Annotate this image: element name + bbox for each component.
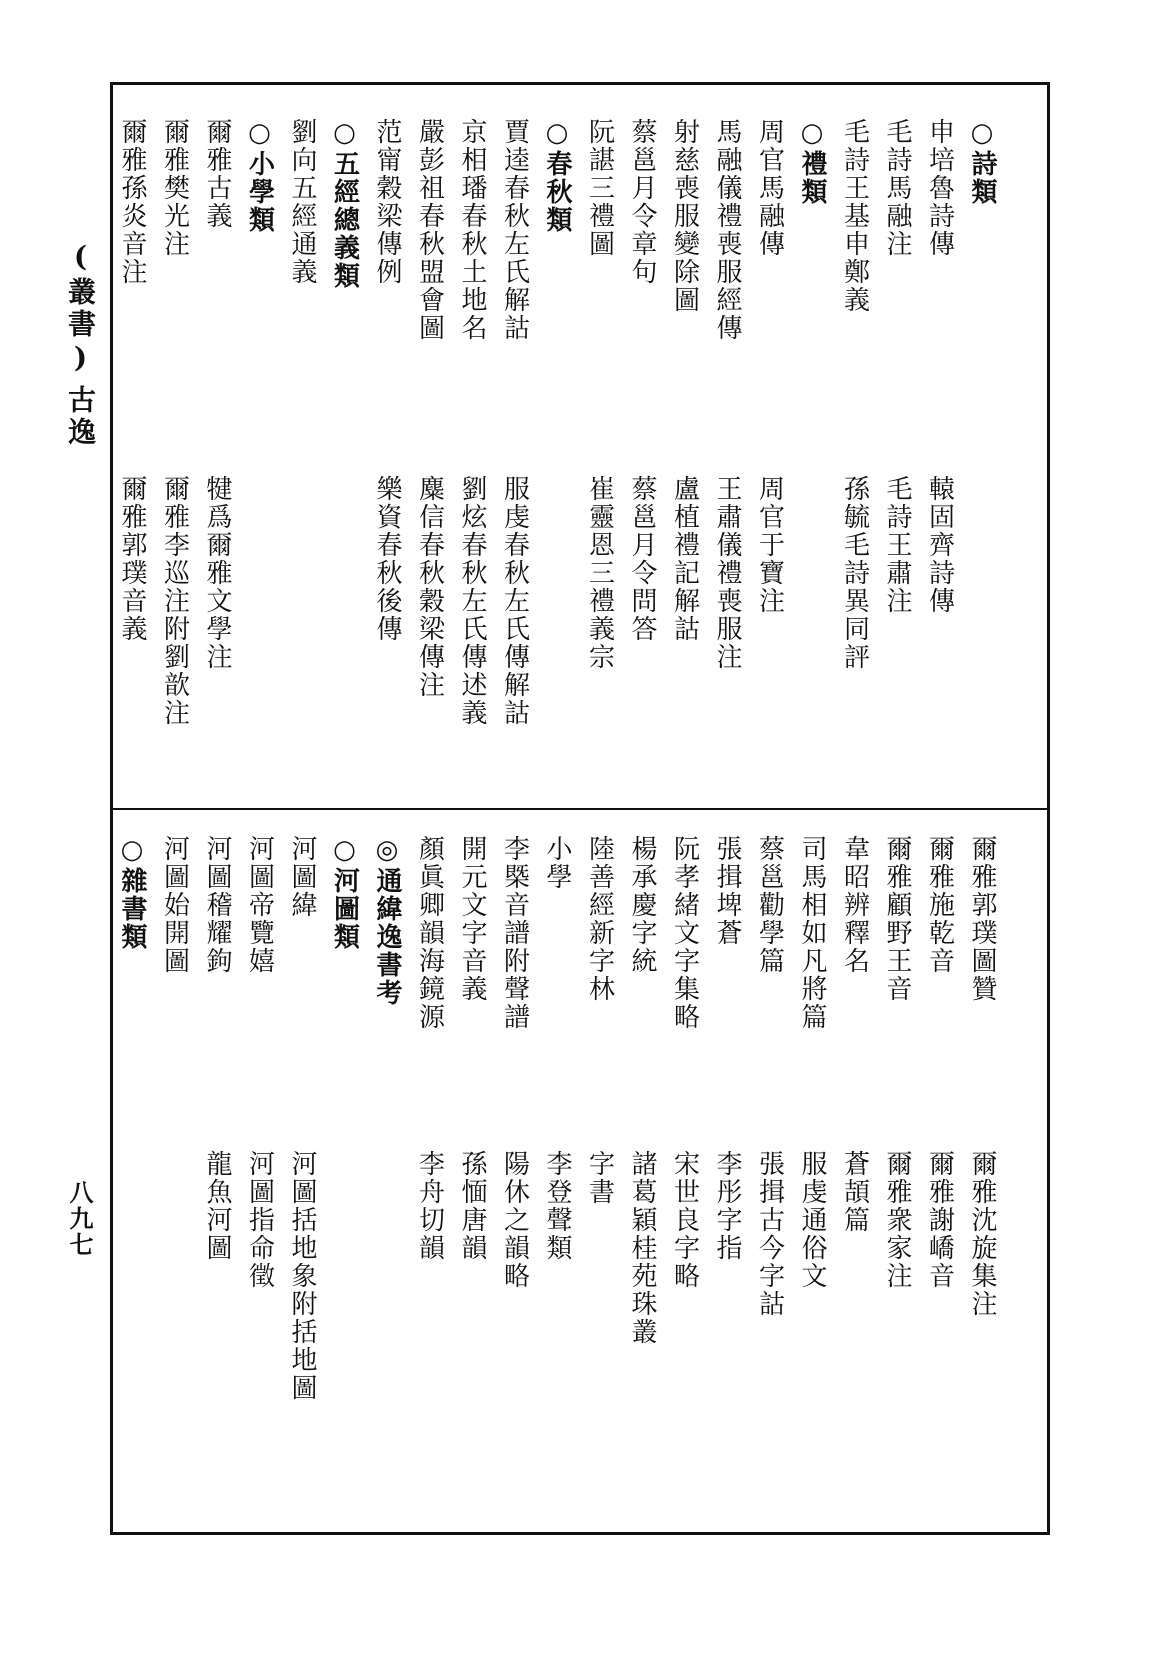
catalog-entry: 爾雅沈旋集注 bbox=[967, 1150, 997, 1318]
catalog-entry: 李彤字指 bbox=[712, 1150, 742, 1262]
catalog-entry: 毛詩王基申鄭義 bbox=[839, 118, 870, 314]
catalog-entry: 蔡邕月令問答 bbox=[627, 475, 657, 643]
catalog-entry: 諸葛穎桂苑珠叢 bbox=[627, 1150, 657, 1346]
catalog-entry: 韋昭辨釋名 bbox=[839, 835, 870, 975]
catalog-entry: 楊承慶字統 bbox=[627, 835, 657, 975]
section-heading: ◎通緯逸書考 bbox=[372, 835, 402, 1007]
catalog-entry: 蔡邕月令章句 bbox=[627, 118, 657, 286]
catalog-entry: 阮孝緒文字集略 bbox=[669, 835, 700, 1031]
catalog-entry: 河圖帝覽嬉 bbox=[244, 835, 275, 975]
catalog-entry: 阮諶三禮圖 bbox=[584, 118, 615, 258]
catalog-entry: 范甯穀梁傳例 bbox=[372, 118, 402, 286]
catalog-entry: 賈逵春秋左氏解詁 bbox=[499, 118, 530, 342]
catalog-entry: 孫愐唐韻 bbox=[457, 1150, 487, 1262]
catalog-entry: 京相璠春秋土地名 bbox=[457, 118, 487, 342]
catalog-entry: 宋世良字略 bbox=[669, 1150, 700, 1290]
catalog-entry: 馬融儀禮喪服經傳 bbox=[712, 118, 742, 342]
catalog-entry: 河圖稽耀鉤 bbox=[202, 835, 232, 975]
catalog-entry: 李槩音譜附聲譜 bbox=[499, 835, 530, 1031]
catalog-entry: 嚴彭祖春秋盟會圖 bbox=[414, 118, 445, 342]
catalog-entry: 開元文字音義 bbox=[457, 835, 487, 1003]
catalog-entry: 河圖括地象附括地圖 bbox=[287, 1150, 317, 1402]
catalog-entry: 崔靈恩三禮義宗 bbox=[584, 475, 615, 671]
catalog-entry: 爾雅孫炎音注 bbox=[117, 118, 147, 286]
catalog-entry: 司馬相如凡將篇 bbox=[797, 835, 827, 1031]
catalog-entry: 河圖緯 bbox=[287, 835, 317, 919]
margin-title: 古逸 bbox=[64, 385, 97, 449]
margin-series: (叢書) bbox=[64, 240, 97, 378]
catalog-entry: 轅固齊詩傳 bbox=[924, 475, 955, 615]
catalog-entry: 字書 bbox=[584, 1150, 615, 1206]
catalog-entry: 劉炫春秋左氏傳述義 bbox=[457, 475, 487, 727]
catalog-entry: 爾雅衆家注 bbox=[882, 1150, 912, 1290]
section-heading: ○春秋類 bbox=[542, 118, 572, 234]
catalog-entry: 樂資春秋後傳 bbox=[372, 475, 402, 643]
catalog-entry: 王肅儀禮喪服注 bbox=[712, 475, 742, 671]
catalog-entry: 顏眞卿韻海鏡源 bbox=[414, 835, 445, 1031]
section-heading: ○五經總義類 bbox=[329, 118, 360, 290]
catalog-entry: 孫毓毛詩異同評 bbox=[839, 475, 870, 671]
catalog-entry: 爾雅謝嶠音 bbox=[924, 1150, 955, 1290]
catalog-entry: 劉向五經通義 bbox=[287, 118, 317, 286]
catalog-entry: 爾雅郭璞圖贊 bbox=[967, 835, 997, 1003]
catalog-entry: 李登聲類 bbox=[542, 1150, 572, 1262]
catalog-entry: 爾雅李巡注附劉歆注 bbox=[159, 475, 190, 727]
section-heading: ○小學類 bbox=[244, 118, 275, 234]
catalog-entry: 周官馬融傳 bbox=[754, 118, 785, 258]
section-heading: ○詩類 bbox=[967, 118, 997, 206]
catalog-entry: 毛詩王肅注 bbox=[882, 475, 912, 615]
middle-divider bbox=[112, 808, 1048, 810]
catalog-entry: 李舟切韻 bbox=[414, 1150, 445, 1262]
page-number: 八九七 bbox=[65, 1180, 94, 1258]
catalog-entry: 龍魚河圖 bbox=[202, 1150, 232, 1262]
section-heading: ○河圖類 bbox=[329, 835, 360, 951]
catalog-entry: 陽休之韻略 bbox=[499, 1150, 530, 1290]
catalog-entry: 服虔春秋左氏傳解詁 bbox=[499, 475, 530, 727]
catalog-entry: 河圖始開圖 bbox=[159, 835, 190, 975]
catalog-entry: 爾雅古義 bbox=[202, 118, 232, 230]
catalog-entry: 蒼頡篇 bbox=[839, 1150, 870, 1234]
catalog-entry: 犍爲爾雅文學注 bbox=[202, 475, 232, 671]
catalog-entry: 蔡邕勸學篇 bbox=[754, 835, 785, 975]
catalog-entry: 毛詩馬融注 bbox=[882, 118, 912, 258]
catalog-entry: 張揖古今字詁 bbox=[754, 1150, 785, 1318]
catalog-entry: 周官于寶注 bbox=[754, 475, 785, 615]
catalog-entry: 張揖埤蒼 bbox=[712, 835, 742, 947]
catalog-entry: 爾雅樊光注 bbox=[159, 118, 190, 258]
catalog-entry: 服虔通俗文 bbox=[797, 1150, 827, 1290]
catalog-entry: 麋信春秋穀梁傳注 bbox=[414, 475, 445, 699]
section-heading: ○禮類 bbox=[797, 118, 827, 206]
catalog-entry: 爾雅郭璞音義 bbox=[117, 475, 147, 643]
catalog-entry: 射慈喪服變除圖 bbox=[669, 118, 700, 314]
catalog-entry: 小學 bbox=[542, 835, 572, 891]
catalog-entry: 盧植禮記解詁 bbox=[669, 475, 700, 643]
catalog-entry: 爾雅顧野王音 bbox=[882, 835, 912, 1003]
section-heading: ○雜書類 bbox=[117, 835, 147, 951]
catalog-entry: 河圖指命徵 bbox=[244, 1150, 275, 1290]
catalog-entry: 申培魯詩傳 bbox=[924, 118, 955, 258]
catalog-entry: 爾雅施乾音 bbox=[924, 835, 955, 975]
catalog-entry: 陸善經新字林 bbox=[584, 835, 615, 1003]
